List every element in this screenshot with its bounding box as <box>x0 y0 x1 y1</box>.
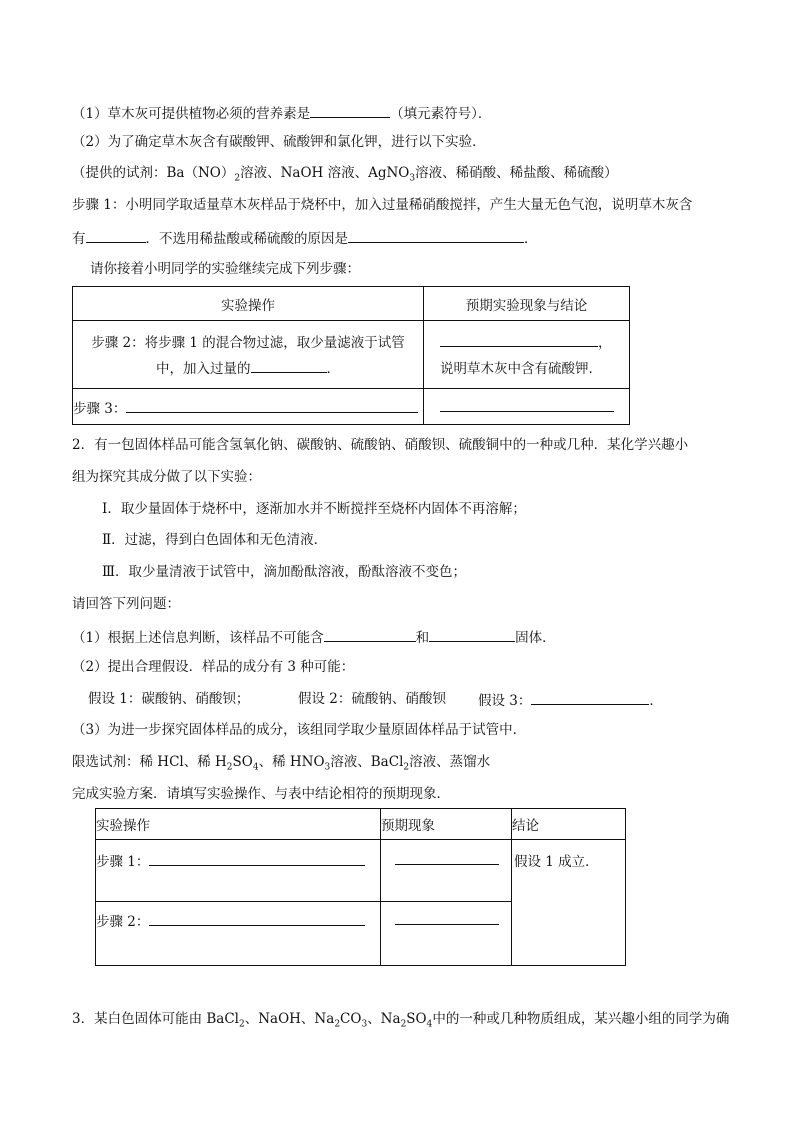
q2-step1-phen-blank[interactable] <box>395 850 499 865</box>
q2-hyp1: 假设 1：碳酸钠、硝酸钡； <box>88 691 250 707</box>
q2-table-step2-phen <box>381 902 512 966</box>
q2-limit-text: SO <box>232 754 253 770</box>
q1-step2-phen-blank[interactable] <box>440 332 598 347</box>
q2-hyp3 <box>478 690 663 710</box>
q1-part1-tail: （填元素符号）． <box>390 106 492 122</box>
q3-text: 3．某白色固体可能由 BaCl <box>72 1011 239 1027</box>
q1-table-header-op: 实验操作 <box>73 287 424 321</box>
q1-table-step2-op <box>73 321 424 389</box>
q2-limit-text: 溶液、BaCl <box>330 754 404 770</box>
q2-answer1-text: 固体． <box>515 630 556 646</box>
q2-limit-sub: 2 <box>226 762 233 773</box>
q1-step1-text: ．不选用稀盐酸或稀硫酸的原因是 <box>145 231 348 247</box>
q1-reagents-close: ） <box>220 165 235 181</box>
q2-answer1-text: （1）根据上述信息判断，该样品不可能含 <box>72 630 324 646</box>
q1-sub: 3 <box>409 173 416 184</box>
q3-text: 、Na <box>367 1011 401 1027</box>
q2-step-ii: Ⅱ．过滤，得到白色固体和无色清液． <box>102 532 328 548</box>
q1-step1-blank-2[interactable] <box>348 228 524 243</box>
q2-table-header-op: 实验操作 <box>96 809 381 840</box>
q2-step1-label: 步骤 1： <box>96 854 150 870</box>
q2-answer1-blank-2[interactable] <box>429 627 515 642</box>
q2-step1-op-blank[interactable] <box>149 851 365 866</box>
q1-sub: 2 <box>234 173 241 184</box>
q2-intro-line1: 2．有一包固体样品可能含氢氧化钠、碳酸钠、硫酸钠、硝酸钡、硫酸铜中的一种或几种．某化学兴趣小 <box>72 437 689 453</box>
q2-table-step2-op <box>96 902 381 966</box>
q1-table-header-phen: 预期实验现象与结论 <box>424 287 630 321</box>
q3-sub: 2 <box>239 1019 245 1030</box>
q2-step2-op-blank[interactable] <box>149 911 365 926</box>
q2-hyp3-end: ． <box>649 693 663 709</box>
q1-part1-blank[interactable] <box>310 103 390 118</box>
q1-reagents <box>72 164 618 182</box>
q3-text: 中的一种或几种物质组成，某兴趣小组的同学为确 <box>432 1011 730 1027</box>
q2-limit-sub: 2 <box>403 762 410 773</box>
q1-step2-text: ． <box>326 361 340 377</box>
q2-plan: 完成实验方案．请填写实验操作、与表中结论相符的预期现象． <box>72 786 450 802</box>
q1-continue: 请你接着小明同学的实验继续完成下列步骤： <box>90 261 360 277</box>
q1-table-step3-phen <box>424 389 630 425</box>
q3-text: CO <box>340 1011 362 1027</box>
q1-reagents-b: 溶液、NaOH 溶液、AgNO <box>240 165 410 181</box>
q3-sub: 2 <box>400 1019 407 1030</box>
q2-table <box>95 808 626 966</box>
q2-hyp3-blank[interactable] <box>531 690 649 705</box>
q2-answer2: （2）提出合理假设．样品的成分有 3 种可能： <box>72 659 355 675</box>
q3-sub: 4 <box>426 1019 433 1030</box>
q2-table-header-phen: 预期现象 <box>381 809 512 840</box>
q1-step2-op-line1: 步骤 2：将步骤 1 的混合物过滤，取少量滤液于试管 <box>91 335 405 351</box>
q2-intro-line2: 组为探究其成分做了以下实验： <box>72 469 261 485</box>
q2-limit-text: 溶液、蒸馏水 <box>409 754 491 770</box>
q1-step1-line1: 步骤 1：小明同学取适量草木灰样品于烧杯中，加入过量稀硝酸搅拌，产生大量无色气泡，说明草木灰含 <box>72 197 693 213</box>
q1-step2-text: ， <box>598 335 612 351</box>
q3-text: 、NaOH、Na <box>244 1011 335 1027</box>
q1-step1-text: ． <box>524 231 538 247</box>
q2-step-i: Ⅰ．取少量固体于烧杯中，逐渐加水并不断搅拌至烧杯内固体不再溶解； <box>102 501 526 517</box>
q2-table-step1-phen <box>381 840 512 902</box>
q3-text: SO <box>406 1011 427 1027</box>
q1-table-step3-op <box>73 389 424 425</box>
q1-step3-op-blank[interactable] <box>126 398 418 413</box>
q2-hyp2: 假设 2：硫酸钠、硝酸钡 <box>298 691 446 707</box>
q1-step2-phen-line2: 说明草木灰中含有硫酸钾． <box>440 361 602 377</box>
q1-step2-op-line2 <box>73 356 423 382</box>
q2-conclusion-text: 假设 1 成立． <box>514 854 599 870</box>
q2-limit-sub: 3 <box>324 762 331 773</box>
q1-step2-text: 中，加入过量的 <box>156 361 251 377</box>
q1-table <box>72 286 630 425</box>
q2-step2-phen-blank[interactable] <box>395 910 499 925</box>
q2-ask: 请回答下列问题： <box>72 596 180 612</box>
q2-limit-reagents <box>72 753 490 771</box>
q1-step1-blank-1[interactable] <box>86 228 146 243</box>
q2-answer1-blank-1[interactable] <box>324 627 416 642</box>
q1-step2-phen-line1 <box>440 330 629 356</box>
q1-part1-text: （1）草木灰可提供植物必须的营养素是 <box>72 106 311 122</box>
q2-limit-text: 限选试剂：稀 HCl、稀 H <box>72 754 227 770</box>
q2-table-header-concl: 结论 <box>512 809 626 840</box>
q1-reagents-a: （提供的试剂：Ba（NO <box>72 165 221 181</box>
q2-limit-sub: 4 <box>252 762 259 773</box>
q2-step-iii: Ⅲ．取少量清液于试管中，滴加酚酞溶液，酚酞溶液不变色； <box>102 564 467 580</box>
q1-step1-text: 有 <box>72 231 86 247</box>
q2-step2-label: 步骤 2： <box>96 914 150 930</box>
q1-step1-line2 <box>72 228 538 248</box>
q1-reagents-c: 溶液、稀硝酸、稀盐酸、稀硫酸） <box>415 165 618 181</box>
q2-answer1 <box>72 627 556 647</box>
q3-sub: 3 <box>361 1019 368 1030</box>
q3-intro <box>72 1010 729 1028</box>
q1-step3-label: 步骤 3： <box>73 401 127 417</box>
q1-part2: （2）为了确定草木灰含有碳酸钾、硫酸钾和氯化钾，进行以下实验． <box>72 134 486 150</box>
q1-step2-op-blank[interactable] <box>251 358 327 373</box>
q2-limit-text: 、稀 HNO <box>258 754 325 770</box>
q1-part1 <box>72 103 491 123</box>
q2-table-conclusion <box>512 840 626 966</box>
q3-sub: 2 <box>334 1019 341 1030</box>
q2-answer1-text: 和 <box>415 630 430 646</box>
q2-table-step1-op <box>96 840 381 902</box>
q2-answer3: （3）为进一步探究固体样品的成分，该组同学取少量原固体样品于试管中． <box>72 722 527 738</box>
q1-step3-phen-blank[interactable] <box>440 397 614 412</box>
q2-hyp3-label: 假设 3： <box>478 693 532 709</box>
q1-table-step2-phen <box>424 321 630 389</box>
